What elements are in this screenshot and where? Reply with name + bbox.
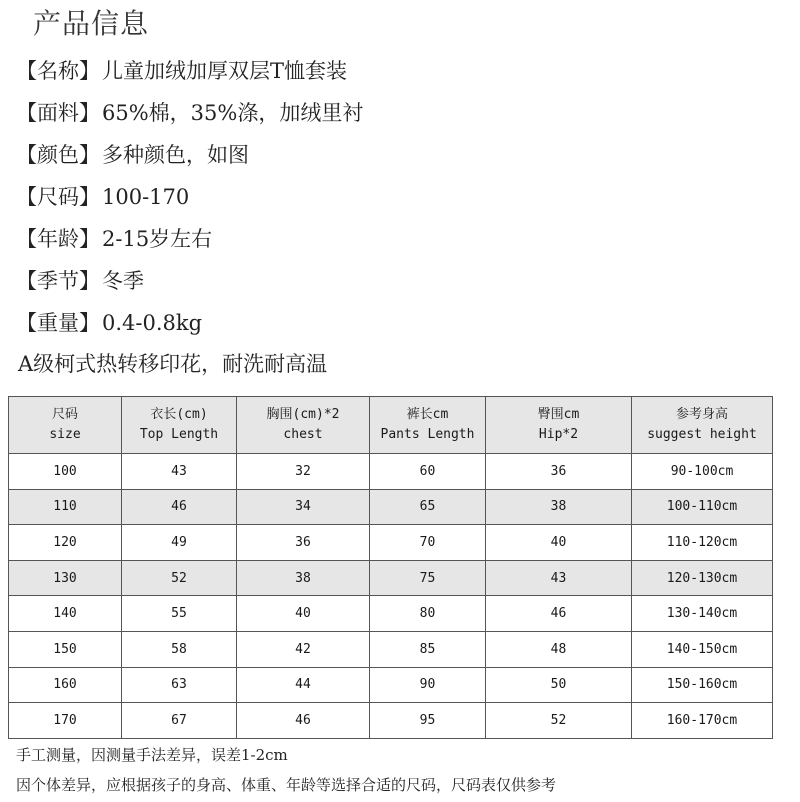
cell-top-length: 49 <box>122 525 237 561</box>
cell-size: 150 <box>9 631 122 667</box>
table-header-row <box>9 397 773 454</box>
cell-suggest-height: 130-140cm <box>632 596 773 632</box>
cell-chest: 36 <box>237 525 370 561</box>
info-item-weight <box>16 302 363 344</box>
note-size-advice: 因个体差异，应根据孩子的身高、体重、年龄等选择合适的尺码，尺码表仅供参考 <box>16 776 557 794</box>
table-row <box>9 667 773 703</box>
cell-suggest-height: 100-110cm <box>632 489 773 525</box>
info-value: 100-170 <box>102 185 190 209</box>
table-row <box>9 525 773 561</box>
cell-pants-length: 80 <box>370 596 486 632</box>
cell-hip: 50 <box>486 667 632 703</box>
cell-hip: 46 <box>486 596 632 632</box>
cell-chest: 32 <box>237 454 370 490</box>
cell-chest: 44 <box>237 667 370 703</box>
cell-chest: 40 <box>237 596 370 632</box>
info-value: 多种颜色，如图 <box>102 143 249 167</box>
info-item-season <box>16 260 363 302</box>
info-label: 【颜色】 <box>16 143 100 167</box>
cell-chest: 34 <box>237 489 370 525</box>
product-info-list <box>16 50 363 344</box>
table-row <box>9 596 773 632</box>
info-value: 2-15岁左右 <box>102 227 213 251</box>
cell-hip: 48 <box>486 631 632 667</box>
cell-top-length: 55 <box>122 596 237 632</box>
info-value: 65%棉，35%涤，加绒里衬 <box>102 101 364 125</box>
header-chest: 胸围(cm)*2 chest <box>237 397 370 454</box>
cell-pants-length: 90 <box>370 667 486 703</box>
cell-suggest-height: 150-160cm <box>632 667 773 703</box>
cell-chest: 46 <box>237 703 370 739</box>
cell-suggest-height: 110-120cm <box>632 525 773 561</box>
info-item-age <box>16 218 363 260</box>
info-value: 冬季 <box>102 269 144 293</box>
info-item-color <box>16 134 363 176</box>
table-row <box>9 560 773 596</box>
info-item-fabric <box>16 92 363 134</box>
cell-size: 100 <box>9 454 122 490</box>
note-measurement: 手工测量，因测量手法差异，误差1-2cm <box>16 746 288 764</box>
cell-pants-length: 75 <box>370 560 486 596</box>
cell-size: 120 <box>9 525 122 561</box>
size-chart-table <box>8 396 773 739</box>
cell-suggest-height: 140-150cm <box>632 631 773 667</box>
header-suggest-height: 参考身高 suggest height <box>632 397 773 454</box>
cell-pants-length: 85 <box>370 631 486 667</box>
info-label: 【面料】 <box>16 101 100 125</box>
info-value: 0.4-0.8kg <box>102 311 203 335</box>
cell-pants-length: 95 <box>370 703 486 739</box>
info-label: 【年龄】 <box>16 227 100 251</box>
cell-pants-length: 60 <box>370 454 486 490</box>
info-label: 【名称】 <box>16 59 100 83</box>
cell-hip: 52 <box>486 703 632 739</box>
cell-top-length: 63 <box>122 667 237 703</box>
header-top-length: 衣长(cm) Top Length <box>122 397 237 454</box>
cell-top-length: 43 <box>122 454 237 490</box>
cell-chest: 38 <box>237 560 370 596</box>
header-size: 尺码 size <box>9 397 122 454</box>
cell-suggest-height: 120-130cm <box>632 560 773 596</box>
cell-top-length: 58 <box>122 631 237 667</box>
info-value: 儿童加绒加厚双层T恤套装 <box>102 59 348 83</box>
cell-top-length: 67 <box>122 703 237 739</box>
print-feature-text: A级柯式热转移印花，耐洗耐高温 <box>18 352 328 376</box>
cell-size: 110 <box>9 489 122 525</box>
table-row <box>9 454 773 490</box>
cell-size: 130 <box>9 560 122 596</box>
cell-hip: 38 <box>486 489 632 525</box>
info-item-size <box>16 176 363 218</box>
notes-list <box>16 742 556 802</box>
cell-pants-length: 65 <box>370 489 486 525</box>
cell-pants-length: 70 <box>370 525 486 561</box>
cell-top-length: 46 <box>122 489 237 525</box>
cell-size: 170 <box>9 703 122 739</box>
page-title: 产品信息 <box>33 7 150 40</box>
cell-hip: 40 <box>486 525 632 561</box>
cell-hip: 43 <box>486 560 632 596</box>
info-label: 【季节】 <box>16 269 100 293</box>
cell-top-length: 52 <box>122 560 237 596</box>
table-row <box>9 631 773 667</box>
table-row <box>9 489 773 525</box>
cell-hip: 36 <box>486 454 632 490</box>
cell-suggest-height: 90-100cm <box>632 454 773 490</box>
header-hip: 臀围cm Hip*2 <box>486 397 632 454</box>
cell-size: 140 <box>9 596 122 632</box>
cell-size: 160 <box>9 667 122 703</box>
header-pants-length: 裤长cm Pants Length <box>370 397 486 454</box>
info-item-name <box>16 50 363 92</box>
table-row <box>9 703 773 739</box>
info-label: 【重量】 <box>16 311 100 335</box>
cell-chest: 42 <box>237 631 370 667</box>
cell-suggest-height: 160-170cm <box>632 703 773 739</box>
info-label: 【尺码】 <box>16 185 100 209</box>
